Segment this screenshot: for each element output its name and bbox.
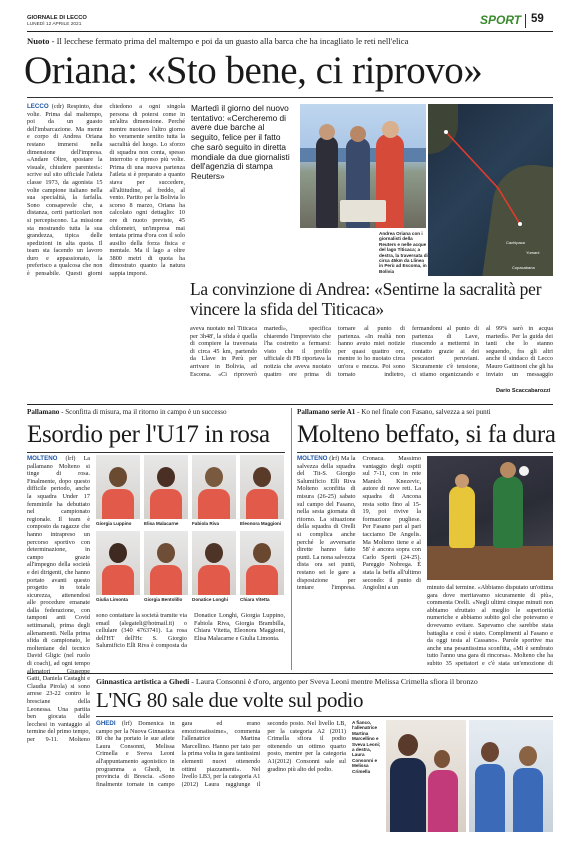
article2-headline: Esordio per l'U17 in rosa xyxy=(27,421,270,448)
player-photo xyxy=(144,531,188,595)
player-body xyxy=(198,489,230,519)
player-head xyxy=(109,543,127,563)
article3-kicker xyxy=(297,408,553,416)
article2-body-b xyxy=(96,612,285,668)
player-head xyxy=(253,467,271,487)
person-2-head xyxy=(350,126,366,142)
player-photo xyxy=(144,455,188,519)
player-body xyxy=(246,489,278,519)
lead-sub-headline: La convinzione di Andrea: «Sentirne la sacralità per vincere la sfida del Titicaca» xyxy=(190,279,542,319)
lead-pull-quote: Martedì il giorno del nuovo tentativo: «Cercheremo di avere due barche al seguito, felice per il fatto che sarò seguito in diretta mondiale da due giornalisti dell'agenzia di stampa Reuters» xyxy=(191,103,290,181)
article2-kicker-bold: Pallamano xyxy=(27,408,60,416)
person-1 xyxy=(316,136,338,228)
lead-map xyxy=(428,104,553,276)
player-head xyxy=(109,467,127,487)
coach-head xyxy=(398,734,418,756)
article3-body-b xyxy=(427,584,553,668)
article3-match-photo xyxy=(427,456,553,580)
article3-headline: Molteno beffato, si fa dura xyxy=(297,421,556,448)
coach-body xyxy=(390,758,426,832)
article2-body-b-text: sono contattare la società tramite via email (alegateli@hotmail.it) o cellulare (340 4763741). La rosa dell'HT dell'Hc S. Giorgio Salumificio Elli Riva è composta da Donatice Longhi, Giorgia Luppino, Fabiola Riva, Giorgia Brambilla, Chiara Vitetta, Eleonora Maggioni, Elisa Malacarne e Giulia Limonta. xyxy=(96,612,285,650)
article2-dateline: MOLTENO xyxy=(27,455,58,462)
map-label-copacabana: Copacabana xyxy=(512,265,535,270)
player-name: Giorgia Bentolillo xyxy=(144,597,183,602)
player-photo xyxy=(96,455,140,519)
article3-rule xyxy=(297,452,553,453)
gymnast-b-head xyxy=(519,746,537,766)
lead-kicker xyxy=(27,36,553,46)
article3-kicker-text: - Ko nel finale con Fasano, salvezza a sei punti xyxy=(355,408,491,416)
article3-dateline: MOLTENO xyxy=(297,455,328,462)
section-divider xyxy=(525,14,526,28)
gymnast-body xyxy=(428,770,458,832)
lead-dateline: LECCO xyxy=(27,103,49,110)
article4-body xyxy=(96,720,346,832)
lead-body-text: (cdr) Respinto, due volte. Prima dal maltempo, poi da un guasto dell'imbarcazione. Ma mente e corpo di Andrea Oriana restano immersi nella dimensione dell'impresa. «Andare Oltre, spostare la visuale, chiudere parentesi»: scrive sul sito ufficiale l'atleta classe 1973, da agonista 15 volte campione italiano nella sua specialità, la farfalla. Sono consapevole che, a distanza, certi particolari non si percepiscono. La missione sta mostrando tutta la sua grandezza, tipica delle spedizioni in alta quota. Il team sta facendo un lavoro duro e appassionato, la preferisco a qualcosa che non è pensabile. Questi giorni chiedono a ogni singola persona di potersi come in un'altra dimensione. Perché mentre nuotavo l'altro giorno ho veramente sentito tutta la sacralità del luogo. Lo sforzo di squadra non conta, spesso interrotto e ripreso più volte. Prima di una nuova partenza l'atleta si è preparato a quanto stava per succedere, all'altitudine, al freddo, al vento. Partito per la Bolivia lo scorso 8 marzo, Oriana ha calcolato ogni dettaglio: 10 ore di nuoto previste, 45 chilometri, un'impresa mai tentata prima d'ora con il solo ausilio della forza fisica e mentale. Ma il lago a oltre 3800 metri di quota ha dimostrato quanto la natura sappia imporsi. xyxy=(27,103,185,278)
person-1-head xyxy=(319,124,335,140)
article4-rule xyxy=(96,716,553,717)
player-green-head xyxy=(500,462,516,478)
court-floor xyxy=(427,546,553,580)
article4-photo-coach xyxy=(386,720,466,832)
article2-body-a-text: (lrf) La pallamano Molteno si tinge di rosa. Finalmente, dopo questo difficile periodo, anche la squadra Under 17 femminile ha debuttato nel campionato regionale. Il team è composto da ragazze che hanno intrapreso un percorso sportivo con determinazione, in campo grazie all'impegno della società e dei dirigenti, che hanno portato avanti questo progetto in totale sicurezza, attenendosi alle procedure emanate dalla federazione, con tamponi anti Covid settimanali, prima degli allenamenti. Nella prima sfida di campionato, le molteniane del tecnico David Gligic (nel ruolo di coach), ad ogni tempo allenatori Giuseppe Gatti, Daniela Castaghi e Claudia Pirola) si sono arrese 23-22 contro le bresciane della Leonessa. Una partita ben giocata dalle lecchesi in vantaggio al termine del primo tempo, per 9-11. Molteno xyxy=(27,455,90,743)
player-body xyxy=(102,565,134,595)
article-divider xyxy=(291,408,292,670)
article3-kicker-bold: Pallamano serie A1 xyxy=(297,408,356,416)
lead-photo-team xyxy=(300,104,426,228)
player-name: Giulia Limonta xyxy=(96,597,128,602)
player-body xyxy=(246,565,278,595)
article2-body-a xyxy=(27,455,90,745)
article4-body-text: (lrf) Domenica in campo per la Nuova Ginnastica 80 che ha portato le sue atlete Laura Consonni, Melissa Crimella e Sveva Leoni all'appuntamento agonistico in programma a Ghedi, in provincia di Brescia. «Sono finalmente tornate in campo gara ed erano emozionatissime», commenta l'allenatrice Martina Marcellino. Hanno per tato per la prima volta in gara tantissimi elementi nuovi ottenendo ottimi piazzamenti». Nel livello LB3, per la categoria A1 (2012) Laura raggiunge il secondo posto. Nel livello LB, per la categoria A2 (2011) Crimella sfiora il podio ottenendo un ottimo quarto posto, mentre per la categoria A1(2012) Consonni sale sul gradino più alto del podio. xyxy=(96,720,346,788)
gymnast-a-body xyxy=(475,764,505,832)
ball xyxy=(519,466,529,476)
player-name: Donatice Longhi xyxy=(192,597,228,602)
article4-photo-caption: A fianco, l'allenatrice Martina Marcellino e Sveva Leoni; a destra, Laura Consonni e Melissa Crimella xyxy=(352,720,381,774)
article4-kicker-text: - Laura Consonni è d'oro, argento per Sveva Leoni mentre Melissa Crimella sfiora il bronzo xyxy=(189,677,478,686)
player-photo xyxy=(192,455,236,519)
masthead-date: LUNEDÌ 12 APRILE 2021 xyxy=(27,22,82,27)
lead-byline: Dario Scaccabarozzi xyxy=(496,388,551,394)
article2-kicker xyxy=(27,408,285,416)
player-name: Giorgia Luppino xyxy=(96,521,132,526)
lead-kicker-text: - Il lecchese fermato prima del maltempo e poi da un guasto alla barca che ha incagliato le reti nell'elica xyxy=(49,36,409,46)
gymnast-a-head xyxy=(481,742,499,762)
lead-kicker-bold: Nuoto xyxy=(27,36,50,46)
player-yellow xyxy=(449,486,475,548)
player-name: Elisa Malacarne xyxy=(144,521,179,526)
player-name: Chiara Vitetta xyxy=(240,597,270,602)
section-label: SPORT xyxy=(480,13,522,27)
lead-sub-body-text: aveva nuotato nel Titicaca per 3h48', la sfida è quella di compiere la traversata di circa 45 km, partendo da Llave in Perù per arrivare in Bolivia, ad Escoma. «Ci riproverò martedì», specifica chiarendo l'imprevisto che l'ha costretto a fermarsi: visto che il profilo ufficiale di FB riportava la notizia che aveva nuotato quattro ore prima di tornare al punto di partenza. «In realtà non hanno avuto miei notizie per quasi quattro ore, mentre io ho nuotato circa un'ora e mezza. Poi sono tornato indietro, fermandomi al punto di partenza di Lave, riuscendo a mettermi in contatto grazie ai dei pescatori peruviani. Sicuramente c'è tensione, ci stiamo organizzando e al 99% sarò in acqua martedì». Per la guida dei tanti che lo stanno seguendo, fra gli altri anche il sindaco di Lecco Mauro Gattinoni che gli ha inviato un messaggio xyxy=(190,325,553,378)
article4-headline: L'NG 80 sale due volte sul podio xyxy=(96,688,364,712)
player-yellow-head xyxy=(455,474,469,488)
lead-body xyxy=(27,103,185,390)
player-body xyxy=(150,565,182,595)
player-head xyxy=(205,467,223,487)
player-body xyxy=(150,489,182,519)
player-grid xyxy=(96,455,285,607)
player-name: Fabiola Riva xyxy=(192,521,220,526)
player-body xyxy=(102,489,134,519)
player-head xyxy=(253,543,271,563)
lead-sub-body xyxy=(190,325,553,385)
article2-rule xyxy=(27,452,285,453)
player-green xyxy=(493,476,523,548)
article4-kicker xyxy=(96,677,553,686)
gymnast-b-body xyxy=(513,768,543,832)
lead-photo-caption: Andrea Oriana con i giornalisti della Reuters e nelle acque del lago Titicaca; a destra, la traversata di circa 45km da Llinea in Perù ad Escoma, in Bolivia xyxy=(379,231,428,274)
person-3-head xyxy=(382,121,399,138)
player-photo xyxy=(240,531,284,595)
article3-body-a xyxy=(297,455,421,668)
lead-rule xyxy=(27,97,553,98)
map-label-cachipaca: Cachipaca xyxy=(506,240,525,245)
player-photo xyxy=(240,455,284,519)
lead-headline: Oriana: «Sto bene, ci riprovo» xyxy=(24,49,483,92)
article2-kicker-text: - Sconfitta di misura, ma il ritorno in campo è un successo xyxy=(59,408,227,416)
article3-body-b-text: minuto dal termine. «Abbiamo disputato un'ottima gara dove meritavamo sicuramente di più», commenta Orelli. «Negli ultimi cinque minuti non abbiamo sfruttato al meglio le superiorità numeriche e abbiamo subito gol che potevamo e dovevamo evitare. Sapevamo che sarebbe stata battaglia e così è stato. Complimenti al Fasano e da oggi testa al Cassano». Parole sportive ma anche una pesantissima sconfitta, «Mi è sembrato tutto l'anno una gara di rincorsa». Molteno che ha subito 35 spettatori e c'è stata un'emozione di xyxy=(427,584,553,667)
article4-photo-gymnasts xyxy=(469,720,553,832)
gymnast-head xyxy=(434,750,450,768)
article4-kicker-bold: Ginnastica artistica a Ghedi xyxy=(96,677,190,686)
masthead-paper: GIORNALE DI LECCO xyxy=(27,15,87,21)
player-head xyxy=(157,543,175,563)
player-photo xyxy=(96,531,140,595)
article4-top-rule xyxy=(27,673,553,674)
lead-bottom-rule xyxy=(27,404,553,405)
player-head xyxy=(157,467,175,487)
player-name: Eleonora Maggioni xyxy=(240,521,282,526)
banner xyxy=(340,200,386,222)
map-label-yumani: Yumani xyxy=(526,250,540,255)
masthead-rule xyxy=(27,31,553,32)
article4-dateline: GHEDI xyxy=(96,720,116,727)
player-head xyxy=(205,543,223,563)
player-photo xyxy=(192,531,236,595)
page-number: 59 xyxy=(531,13,544,25)
player-body xyxy=(198,565,230,595)
article3-body-a-text: (lrf) Ma la salvezza della squadra del Tit-S. Giorgio Salumificio Elli Riva Molteno sconfitta di misura (26-25) sabato sul campo del Fasano, nella sesta giornata di ritorno. La situazione della squadra di Orelli si complica anche perché le avversarie dirette hanno fatto punti. La nona salvezza dista ora sei punti, restano sei le gare a disposizione per tentare l'impresa. Cronaca. Massimo vantaggio degli ospiti sul 7-11, con in rete Manich Knezevic, autore di nove reti. La squadra di Ancona resta sotto fino al 15-19, poi rivive la formazione pugliese. Per Fasano pari al pari tacciamo De Angelis. Ma Molteno tiene e al 58' è ancora sopra con Carlo Sperti (24-25). Pareggio Nobrega. È stata la beffa all'ultimo secondo: il punto di Angiolini a un xyxy=(297,455,421,592)
